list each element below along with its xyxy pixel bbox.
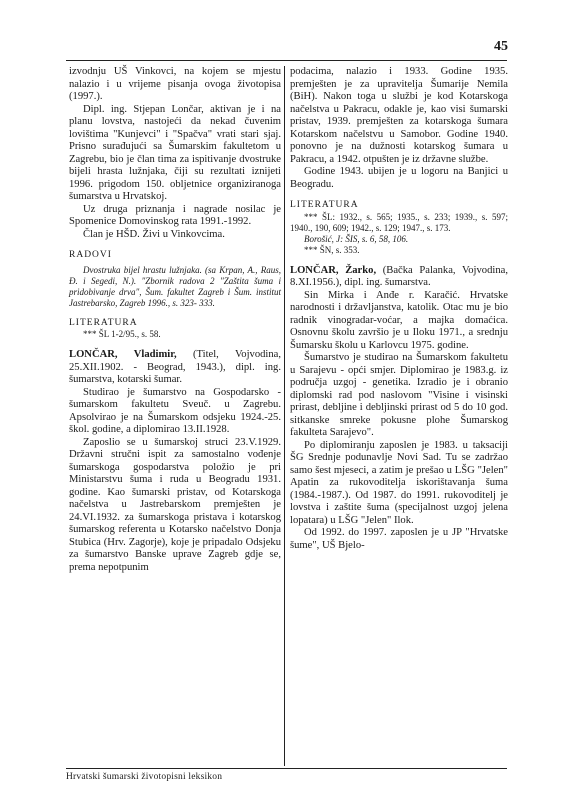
paragraph: Dipl. ing. Stjepan Lončar, aktivan je i na planu lovstva, nastojeći da nekad čuvenim lovištima "Kunjevci" i "Spačva" vrati stari sjaj. Prisno surađujući sa Šumarskim fakultetom u Zagrebu, bio je član tima za ispitivanje dvostruke bijeli hrasta lužnjaka, čiji su rezultati iznijeti 1996. prigodom 150. obljetnice organiziranoga šumarstva u Hrvatskoj.	[69, 103, 281, 202]
entry-head-text: (Titel, Vojvodina, 25.XII.1902. - Beograd, 1943.), dipl. ing. šumarstva, kotarski šumar.	[69, 349, 282, 385]
literature-text: *** ŠL 1-2/95., s. 58.	[83, 329, 161, 339]
literature-text: *** ŠN, s. 353.	[304, 244, 360, 255]
paragraph: Sin Mirka i Anđe r. Karačić. Hrvatske narodnosti i državljanstva, katolik. Otac mu je bio radnik vinogradar-voćar, a majka domaćica. Osnovnu školu završio je u Iloku 1971., a srednju Šumarsku školu u Karlovcu 1975. godine.	[290, 289, 508, 351]
paragraph: Od 1992. do 1997. zaposlen je u JP "Hrvatske šume", UŠ Bjelo-	[290, 527, 508, 551]
right-column	[290, 66, 508, 552]
entry-name: LONČAR, Žarko,	[290, 264, 377, 276]
paragraph: Po diplomiranju zaposlen je 1983. u taksaciji ŠG Srednje podunavlje Novi Sad. Tu se zadržao samo šest mjeseci, a zatim je prešao u LŠG "Jelen" Apatin za rukovoditelja iskorištavanja šuma (1984.-1987.). Od 1987. do 1991. rukovoditelj je lovstva i zaštite šuma (specijalnost uzgoj jelena lopatara) u LŠG "Jelen" Ilok.	[290, 439, 508, 526]
section-header-literatura: LITERATURA	[290, 200, 359, 210]
column-divider	[284, 66, 285, 766]
entry-heading	[69, 349, 281, 387]
entry-head-text: (Bačka Palanka, Vojvodina, 8.XI.1956.), dipl. ing. šumarstva.	[290, 264, 508, 288]
literature-text: Borošić, J: ŠIS, s. 6, 58, 106.	[304, 233, 409, 244]
paragraph: Studirao je šumarstvo na Gospodarsko - šumarskom fakultetu Sveuč. u Zagrebu. Apsolvirao je na Šumarskom odsjeku 1924.-25. škol. godine, a diplomirao 13.II.1928.	[69, 386, 281, 435]
paragraph: Uz druga priznanja i nagrade nosilac je Spomenice Domovinskog rata 1991.-1992.	[69, 203, 281, 227]
paragraph: Godine 1943. ubijen je u logoru na Banjici u Beogradu.	[290, 166, 508, 190]
header-rule	[66, 60, 507, 61]
paragraph: podacima, nalazio i 1933. Godine 1935. premješten je za upravitelja Šumarije Nemila (BiH). Nakon toga u službi je kod Kotarskoga načelstva u Pakracu, odakle je, kao visi šumarski pristav, 1939. premješten za kotarskoga šumara Kotarskom načelstvu u Samobor. Godine 1940. ponovno je na dužnosti kotarskog šumara u Pakracu, a 1942. otpušten je iz državne službe.	[290, 66, 508, 165]
paragraph: Član je HŠD. Živi u Vinkovcima.	[83, 228, 225, 240]
entry-name: LONČAR, Vladimir,	[69, 349, 177, 360]
paragraph: izvodnju UŠ Vinkovci, na kojem se mjestu nalazio i u vrijeme pisanja ovoga životopisa (1997.).	[69, 66, 281, 102]
left-column	[69, 66, 281, 574]
entry-heading	[290, 265, 508, 290]
section-header-radovi: RADOVI	[69, 250, 112, 260]
footer-text: Hrvatski šumarski životopisni leksikon	[66, 772, 223, 782]
footer-rule	[66, 768, 507, 769]
literature-text: *** ŠL: 1932., s. 565; 1935., s. 233; 1939., s. 597; 1940., 190, 609; 1942., s. 129; 1947., s. 173.	[290, 211, 508, 233]
works-text: Dvostruka bijel hrastu lužnjaka. (sa Krpan, A., Raus, Đ. i Segedi, N.). "Zbornik radova 2 "Zaštita šuma i pridobivanje drva", Šum. fakultet Zagreb i Šum. institut Jastrebarsko, Zagreb 1996., s. 323- 333.	[69, 264, 281, 308]
section-header-literatura: LITERATURA	[69, 317, 138, 328]
paragraph: Šumarstvo je studirao na Šumarskom fakultetu u Sarajevu - opći smjer. Diplomirao je 1983.g. iz područja uzgoj - genetika. Izradio je i obranio diplomski rad pod naslovom "Visine i visinski prirast, debljine i debljinski prirast od 5 do 10 god. sitkanske smreke pokusne plohe Šumarskog fakulteta Sarajevo".	[290, 352, 508, 438]
paragraph: Zaposlio se u šumarskoj struci 23.V.1929. Državni stručni ispit za samostalno vođenje šumarskoga gospodarstva položio je pri Ministarstvu šuma i ruda u Beogradu 1931. godine. Kao šumarski pristav, od Kotarskoga načelstva u Jastrebarskom premješten je 24.VI.1932. za šumarskoga pristava i kotarskog šumarskog referenta u Kotarsko načelstvo Donja Stubica (Hrv. Zagorje), koje je pripadalo Odsjeku za šumarstvo Banske uprave Zagreb gdje se, prema nepotpunim	[69, 436, 281, 573]
page-number: 45	[494, 39, 508, 54]
